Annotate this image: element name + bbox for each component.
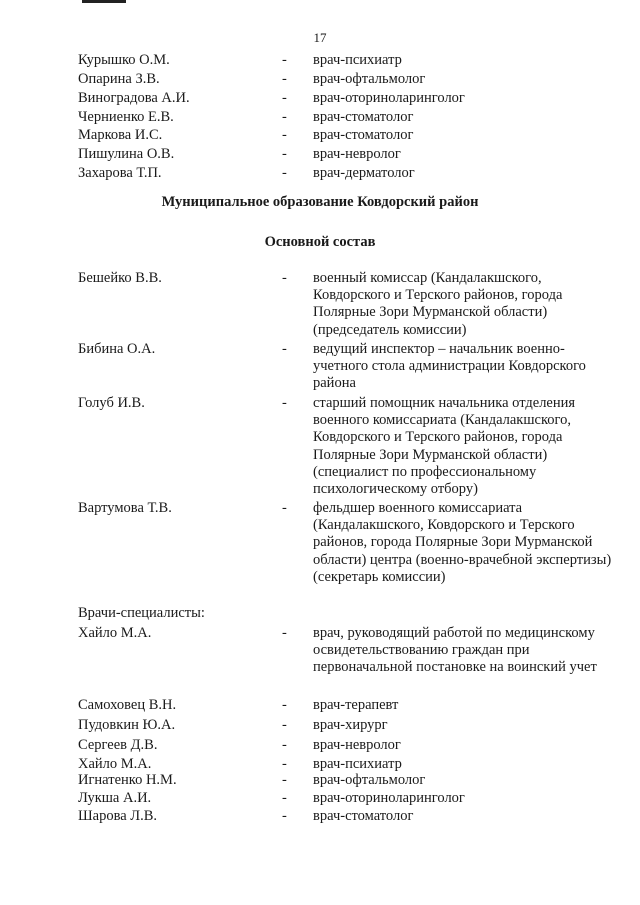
separator-dash: - [282, 756, 287, 772]
person-name: Голуб И.В. [78, 395, 145, 411]
specialists-label: Врачи-специалисты: [78, 605, 205, 621]
person-name: Черниенко Е.В. [78, 109, 174, 125]
person-role: врач-офтальмолог [313, 772, 426, 788]
person-role: врач-оториноларинголог [313, 90, 465, 106]
person-role: врач-дерматолог [313, 165, 415, 181]
separator-dash: - [282, 146, 287, 162]
person-name: Пудовкин Ю.А. [78, 717, 176, 733]
separator-dash: - [282, 90, 287, 106]
person-role: фельдшер военного комиссариата (Кандалакшского, Ковдорского и Терского районов, города Полярные Зори Мурманской области) центра (военно-врачебной экспертизы)(секретарь комиссии) [313, 500, 612, 585]
person-name: Опарина З.В. [78, 71, 160, 87]
separator-dash: - [282, 127, 287, 143]
separator-dash: - [282, 270, 287, 286]
person-name: Бибина О.А. [78, 341, 156, 357]
person-name: Виноградова А.И. [78, 90, 190, 106]
separator-dash: - [282, 697, 287, 713]
person-role: врач-хирург [313, 717, 388, 733]
person-name: Захарова Т.П. [78, 165, 162, 181]
person-name: Бешейко В.В. [78, 270, 162, 286]
separator-dash: - [282, 808, 287, 824]
person-name: Курышко О.М. [78, 52, 170, 68]
subsection-title: Основной состав [264, 234, 376, 250]
section-title: Муниципальное образование Ковдорский район [161, 194, 479, 210]
person-role: врач-стоматолог [313, 109, 414, 125]
page-number: 17 [313, 30, 327, 45]
person-role: ведущий инспектор – начальник военно-учетного стола администрации Ковдорского района [313, 341, 586, 392]
separator-dash: - [282, 341, 287, 357]
person-role: врач-невролог [313, 146, 401, 162]
person-name: Хайло М.А. [78, 756, 152, 772]
person-role: врач-терапевт [313, 697, 399, 713]
separator-dash: - [282, 109, 287, 125]
person-name: Лукша А.И. [78, 790, 152, 806]
person-name: Пишулина О.В. [78, 146, 175, 162]
person-role: врач-психиатр [313, 52, 402, 68]
person-role: врач-стоматолог [313, 808, 414, 824]
separator-dash: - [282, 772, 287, 788]
separator-dash: - [282, 625, 287, 641]
separator-dash: - [282, 717, 287, 733]
person-role: врач-психиатр [313, 756, 402, 772]
top-edge-mark [82, 0, 126, 3]
person-role: врач-невролог [313, 737, 401, 753]
person-name: Маркова И.С. [78, 127, 163, 143]
person-name: Самоховец В.Н. [78, 697, 177, 713]
person-name: Хайло М.А. [78, 625, 152, 641]
person-role: врач-стоматолог [313, 127, 414, 143]
separator-dash: - [282, 52, 287, 68]
separator-dash: - [282, 790, 287, 806]
separator-dash: - [282, 395, 287, 411]
separator-dash: - [282, 500, 287, 516]
person-name: Игнатенко Н.М. [78, 772, 177, 788]
separator-dash: - [282, 71, 287, 87]
person-role: военный комиссар (Кандалакшского, Ковдорского и Терского районов, города Полярные Зори Мурманской области) (председатель комиссии) [313, 270, 563, 338]
separator-dash: - [282, 737, 287, 753]
person-role: врач-офтальмолог [313, 71, 426, 87]
person-name: Шарова Л.В. [78, 808, 158, 824]
person-name: Сергеев Д.В. [78, 737, 158, 753]
person-name: Вартумова Т.В. [78, 500, 172, 516]
person-role: старший помощник начальника отделения военного комиссариата (Кандалакшского, Ковдорского и Терского районов, города Полярные Зори Мурманской области) (специалист по профессиональному психологическому отбору) [313, 395, 576, 498]
person-role: врач-оториноларинголог [313, 790, 465, 806]
separator-dash: - [282, 165, 287, 181]
person-role: врач, руководящий работой по медицинскому освидетельствованию граждан при первоначальной постановке на воинский учет [313, 625, 597, 676]
